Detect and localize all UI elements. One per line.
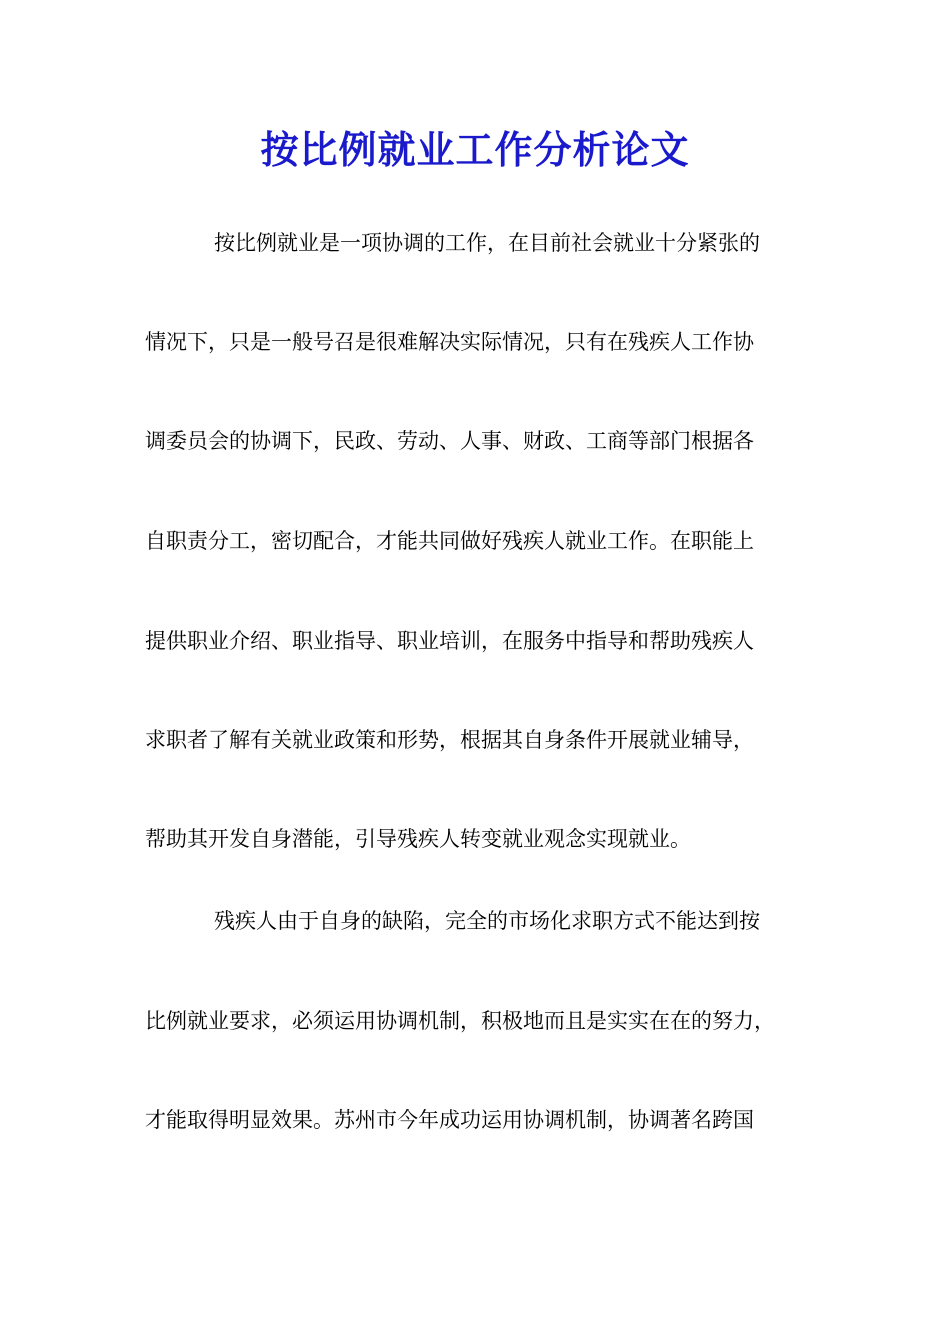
paragraph-2-line-1: 残疾人由于自身的缺陷，完全的市场化求职方式不能达到按: [214, 909, 760, 933]
paragraph-1-line-7: 帮助其开发自身潜能，引导残疾人转变就业观念实现就业。: [145, 827, 691, 851]
document-title: 按比例就业工作分析论文: [260, 127, 690, 172]
paragraph-2-line-3: 才能取得明显效果。苏州市今年成功运用协调机制，协调著名跨国: [145, 1108, 754, 1132]
paragraph-1-line-5: 提供职业介绍、职业指导、职业培训，在服务中指导和帮助残疾人: [145, 629, 754, 653]
paragraph-1-line-1: 按比例就业是一项协调的工作，在目前社会就业十分紧张的: [214, 231, 760, 255]
paragraph-1-line-4: 自职责分工，密切配合，才能共同做好残疾人就业工作。在职能上: [145, 529, 754, 553]
paragraph-1-line-2: 情况下，只是一般号召是很难解决实际情况，只有在残疾人工作协: [145, 330, 754, 354]
paragraph-1-line-3: 调委员会的协调下，民政、劳动、人事、财政、工商等部门根据各: [145, 429, 754, 453]
paragraph-1-line-6: 求职者了解有关就业政策和形势，根据其自身条件开展就业辅导，: [145, 728, 754, 752]
paragraph-2-line-2: 比例就业要求，必须运用协调机制，积极地而且是实实在在的努力，: [145, 1009, 775, 1033]
